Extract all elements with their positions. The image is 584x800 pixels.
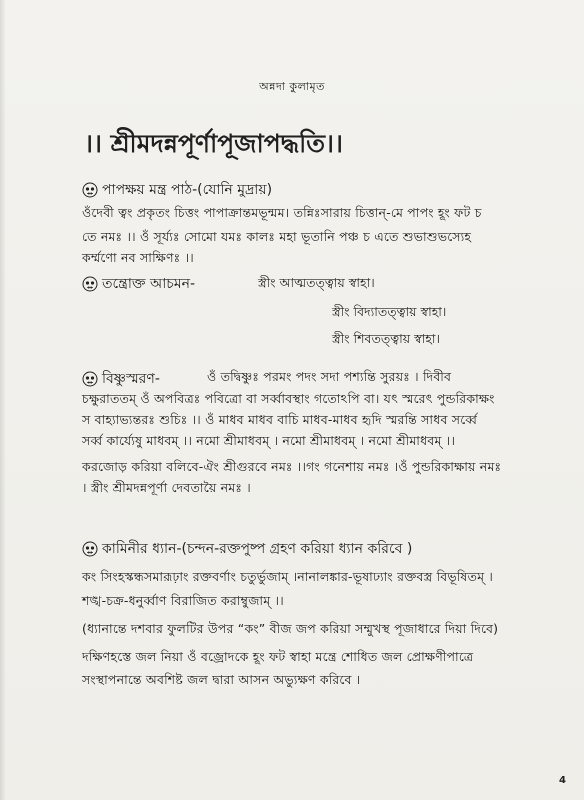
skull-icon	[82, 276, 98, 292]
running-header: অন্নদা কুলামৃত	[259, 80, 325, 93]
section-heading-text: বিষ্ণুস্মরণ-	[102, 371, 160, 387]
skull-icon	[82, 541, 98, 557]
section-heading-text: তন্ত্রোক্ত আচমন-	[102, 276, 196, 292]
text-line: দক্ষিণহস্তে জল নিয়া ওঁ বজ্রোদকে হূং ফট স্বাহা মন্ত্রে শোধিত জল প্রোক্ষণীপাত্রে	[82, 649, 474, 664]
skull-icon	[82, 371, 98, 387]
section-heading-kamini-dhyan	[82, 537, 412, 561]
text-line: । স্ত্রীং শ্রীমদন্নপূর্ণা দেবতায়ৈ নমঃ ।	[82, 480, 251, 495]
text-line: শঙ্খ-চক্র-ধনুর্ব্বাণ বিরাজিত করাম্বুজাম্‌ ।।	[82, 593, 284, 608]
binding-shadow	[0, 0, 6, 800]
text-line: স বাহ্যাভ্যন্তরঃ শুচিঃ ।। ওঁ মাধব মাধব বাচি মাধব-মাধব হৃদি স্মরন্তি সাধব সর্ব্বে	[82, 412, 478, 427]
text-line: চক্ষুরাততম্‌ ওঁ অপবিত্রঃ পবিত্রো বা সর্ব্বাবস্থাং গতোঽপি বা। যৎ স্মরেৎ পুন্ডরিকাক্ষং	[82, 391, 495, 406]
text-line: কর্ম্মণো নব সাক্ষিণঃ ।।	[82, 250, 194, 265]
section-heading-vishnusmaran	[82, 367, 160, 391]
text-line: ওঁদেবী ত্বং প্রকৃতং চিত্তং পাপাক্রান্তমভূন্মম। তন্নিঃসারায় চিত্তান্-মে পাপং হূং ফট চ	[82, 205, 482, 220]
section-heading-text: পাপক্ষয় মন্ত্র পাঠ-(যোনি মুদ্রায়)	[102, 182, 273, 198]
achaman-mantra: স্ত্রীং আত্মতত্ত্বায় স্বাহা।	[258, 275, 375, 290]
section-heading-achaman	[82, 272, 195, 296]
text-line: (ধ্যানান্তে দশবার ফুলটির উপর “কং” বীজ জপ করিয়া সম্মুখস্থ পূজাধারে দিয়া দিবে)	[82, 621, 499, 636]
page-number: 4	[559, 775, 566, 786]
page-title: ।। শ্রীমদন্নপূর্ণাপূজাপদ্ধতি।।	[84, 129, 343, 158]
text-line: সর্ব্ব কার্য্যেষু মাধবম্‌ ।। নমো শ্রীমাধবম্‌ । নমো শ্রীমাধবম্‌ । নমো শ্রীমাধবম্‌ ।।	[82, 433, 456, 448]
text-line: ওঁ তদ্বিষ্ণুঃ পরমং পদং সদা পশ্যন্তি সুরয়ঃ । দিবীব	[207, 369, 452, 384]
section-heading-papakshay	[82, 178, 272, 202]
skull-icon	[82, 182, 98, 198]
text-line: কং সিংহস্কন্ধসমারূঢ়াং রক্তবর্ণাং চতুর্ভুজাম্‌ ।নানালঙ্কার-ভূষাঢ্যাং রক্তবস্ত্র বিভূষিতম্‌ ।	[82, 569, 494, 584]
text-line: করজোড় করিয়া বলিবে-ঐং শ্রীগুরবে নমঃ ।।গং গনেশায় নমঃ ।ওঁ পুন্ডরিকাক্ষায় নমঃ	[82, 459, 502, 474]
section-heading-text: কামিনীর ধ্যান-(চন্দন-রক্তপুষ্প গ্রহণ করিয়া ধ্যান করিবে )	[102, 541, 413, 557]
text-line: সংস্থাপনান্তে অবশিষ্ট জল দ্বারা আসন অভ্যুক্ষণ করিবে ।	[82, 672, 361, 687]
achaman-mantra: স্ত্রীং বিদ্যাতত্ত্বায় স্বাহা।	[332, 304, 447, 319]
achaman-mantra: স্ত্রীং শিবতত্ত্বায় স্বাহা।	[332, 331, 440, 346]
text-line: তে নমঃ ।। ওঁ সূর্য্যঃ সোমো যমঃ কালঃ মহা ভূতানি পঞ্চ চ এতে শুভাশুভস্যেহ	[82, 229, 472, 244]
